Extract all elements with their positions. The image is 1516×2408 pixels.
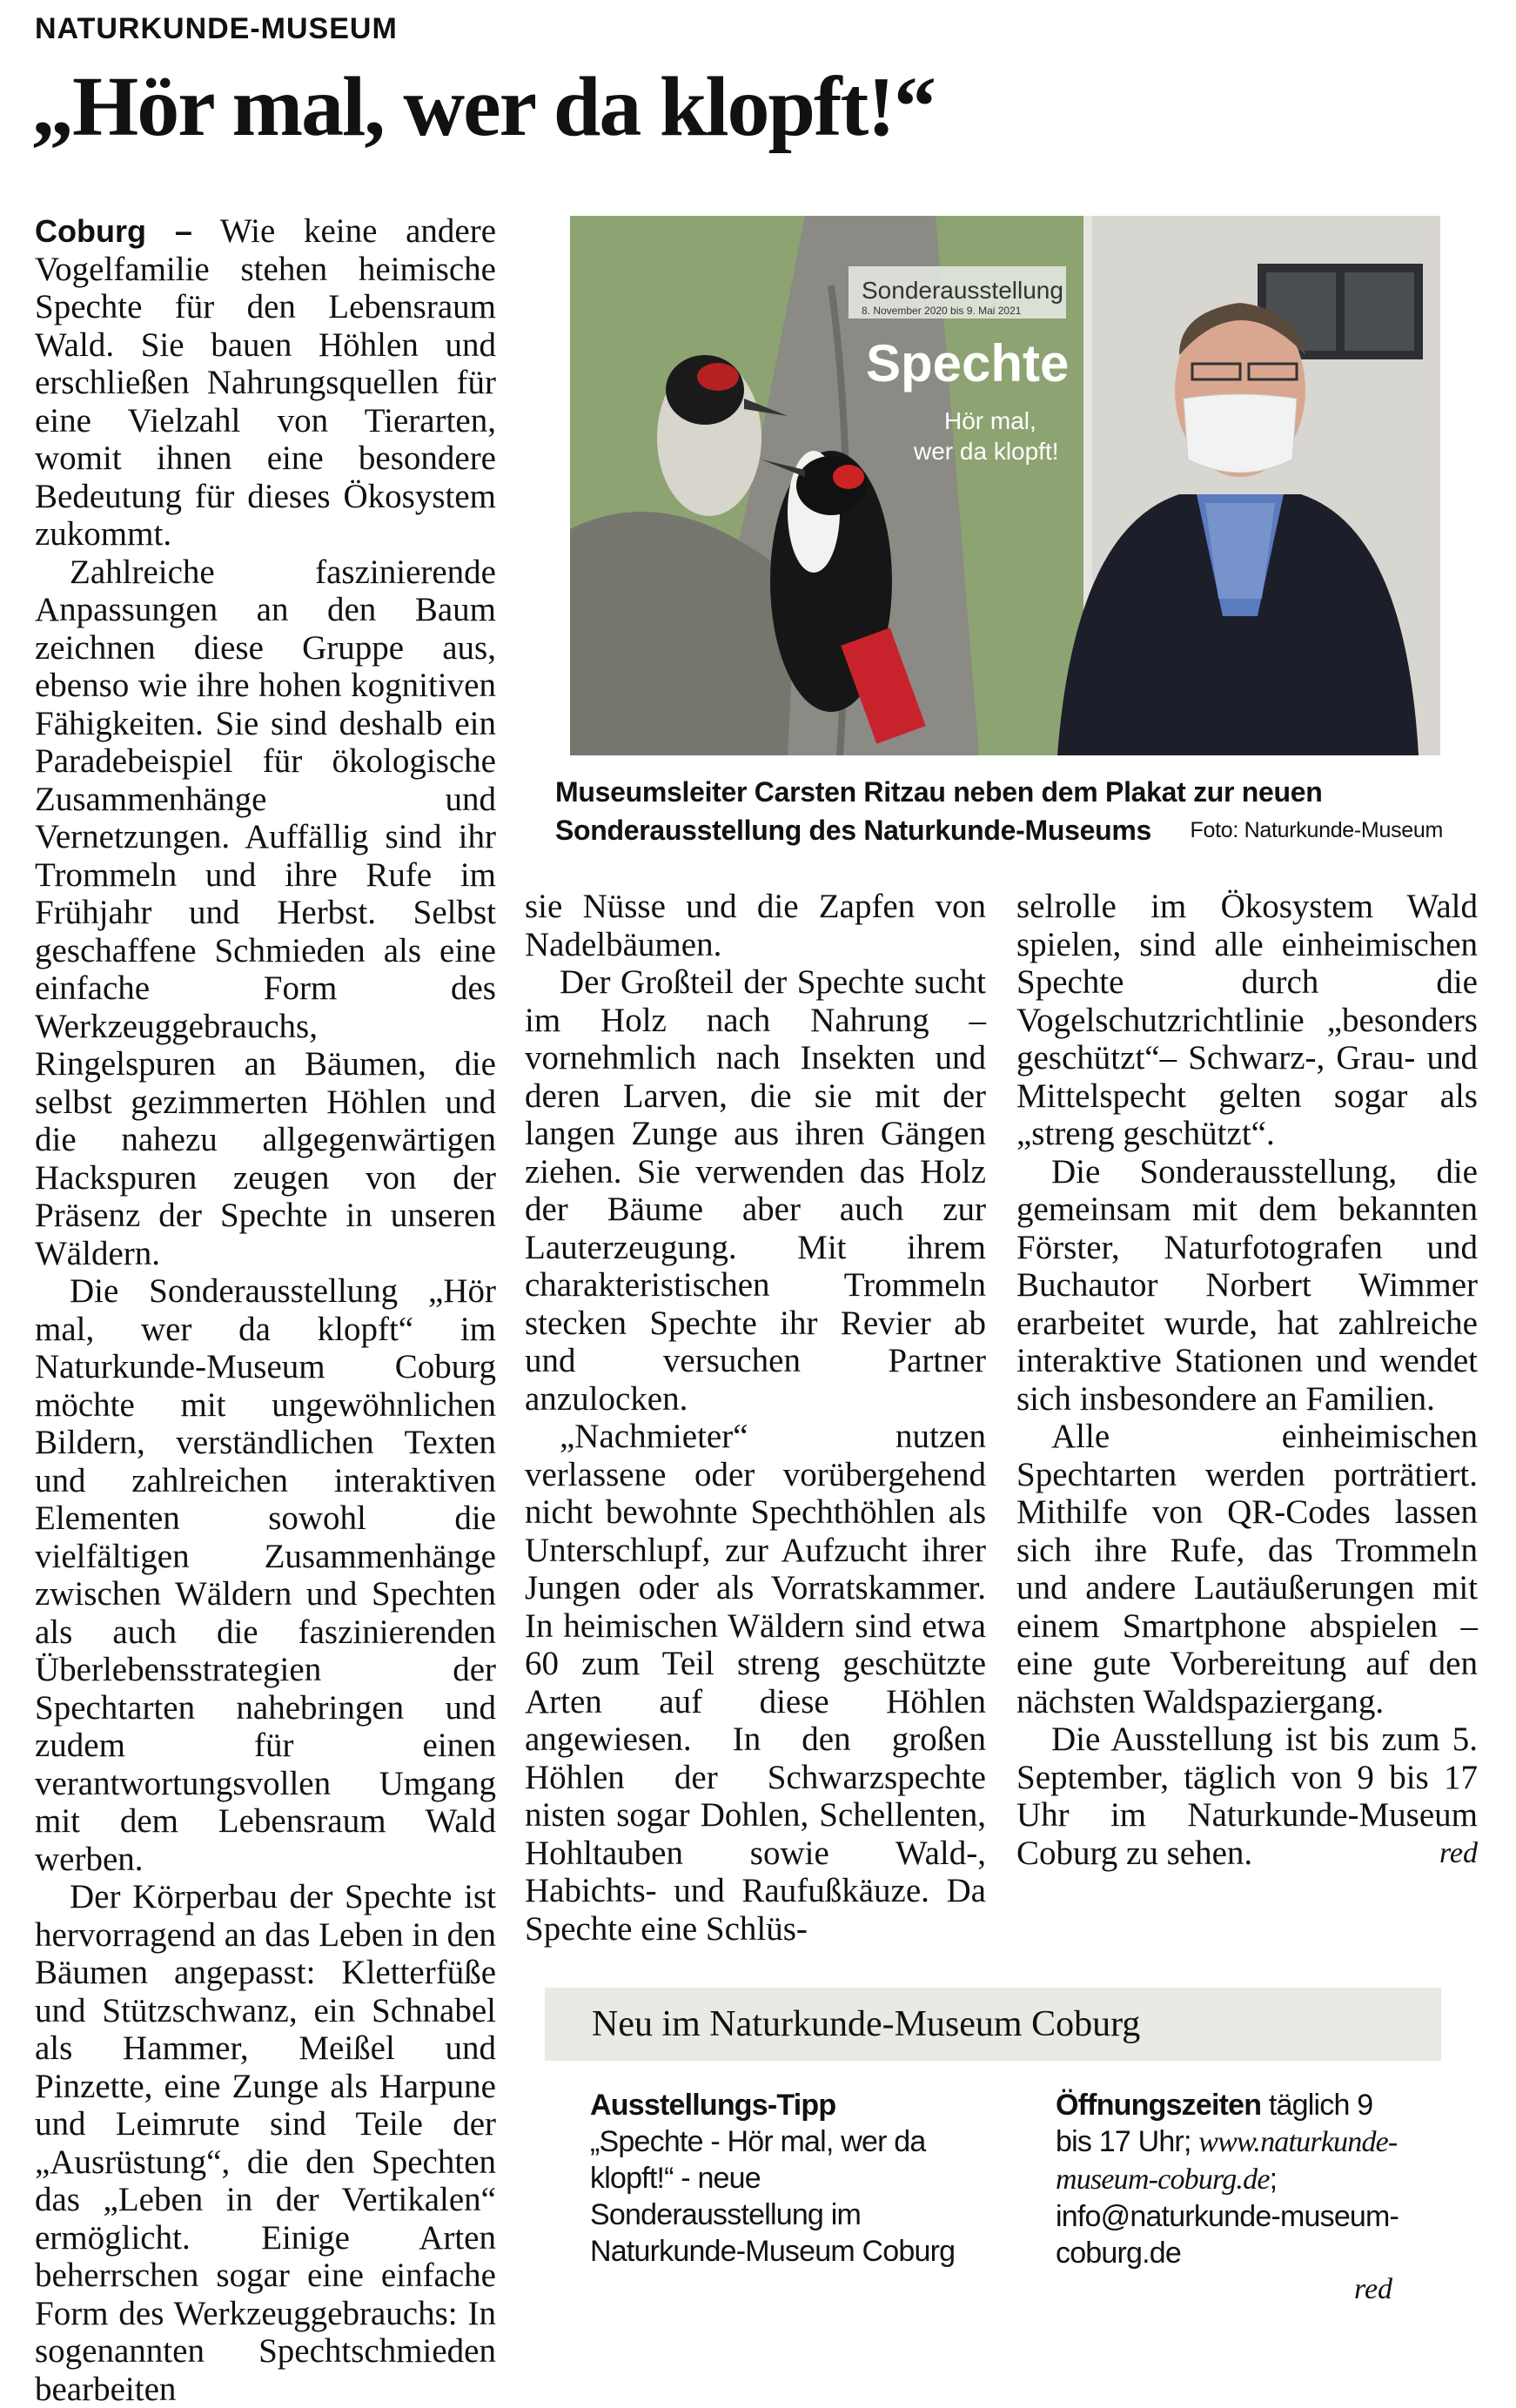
paragraph [1016,1720,1478,1872]
dateline: Coburg – [35,213,192,249]
tip-heading: Ausstellungs-Tipp [590,2089,836,2122]
poster-title: Sonderausstellung [862,277,1063,304]
infobox-title: Neu im Naturkunde-Museum Coburg [592,2004,1141,2044]
photo-caption [555,773,1443,849]
article-column-3 [1016,888,1478,1872]
photo-credit: Foto: Naturkunde-Museum [1190,818,1443,842]
poster [570,216,1083,755]
tip-body: „Spechte - Hör mal, wer da klopft!“ - neue Sonderausstellung im Naturkunde-Museum Coburg [590,2125,956,2268]
article-column-1 [35,212,496,2408]
opening-hours [1056,2087,1412,2271]
opening-hours-text: täglich 9 bis 17 Uhr; [1056,2089,1373,2158]
section-kicker: NATURKUNDE-MUSEUM [35,12,398,45]
paragraph: Der Körperbau der Spechte ist hervorragend an das Leben in den Bäumen angepasst: Kletterfüße und Stützschwanz, ein Schnabel als Hammer, Meißel und Pinzette, eine Zunge als Harpune und Leimrute sind Teile der „Ausrüstung“, die den Spechten das „Leben in der Vertikalen“ ermöglicht. Einige Arten beherrschen sogar eine einfache Form des Werkzeuggebrauchs: In sogenannten Spechtschmieden bearbeiten [35,1878,496,2408]
infobox-signature: red [1354,2273,1393,2305]
paragraph: sie Nüsse und die Zapfen von Nadelbäumen. [525,888,986,963]
paragraph: Zahlreiche faszinierende Anpassungen an den Baum zeichnen diese Gruppe aus, ebenso wie ihre hohen kognitiven Fähigkeiten. Sie sind deshalb ein Paradebeispiel für ökologische Zusammenhänge und Vernetzungen. Auffällig sind ihr Trommeln und ihre Rufe im Frühjahr und Herbst. Selbst geschaffene Schmieden als eine einfache Form des Werkzeuggebrauchs, Ringelspuren an Bäumen, die selbst gezimmerten Höhlen und die nahezu allgegenwärtigen Hackspuren zeugen von der Präsenz der Spechte in unseren Wäldern. [35,553,496,1272]
poster-dates: 8. November 2020 bis 9. Mai 2021 [862,305,1022,317]
paragraph-text: Wie keine andere Vogelfamilie stehen heimische Spechte für den Lebensraum Wald. Sie bauen Höhlen und erschließen Nahrungsquellen für eine Vielzahl von Tierarten, womit ihnen eine besondere Bedeutung für dieses Ökosystem zukommt. [35,212,496,553]
poster-subtitle-1: Hör mal, [944,407,1036,434]
infobox-header [545,1988,1441,2061]
poster-subtitle-2: wer da klopft! [914,438,1059,465]
exhibition-tip [590,2087,956,2270]
paragraph: „Nachmieter“ nutzen verlassene oder vorübergehend nicht bewohnte Spechthöhlen als Unterschlupf, zur Aufzucht ihrer Jungen oder als Vorratskammer. In heimischen Wäldern sind etwa 60 zum Teil streng geschützte Arten auf diese Höhlen angewiesen. In den großen Höhlen der Schwarzspechte nisten sogar Dohlen, Schellenten, Hohltauben sowie Wald-, Habichts- und Raufußkäuze. Da Spechte eine Schlüs- [525,1418,986,1948]
poster-big-title: Spechte [866,334,1070,392]
paragraph [35,212,496,553]
email-text: ; info@naturkunde-museum-coburg.de [1056,2163,1399,2270]
article-headline: „Hör mal, wer da klopft!“ [31,60,935,154]
author-signature: red [1439,1836,1478,1869]
article-column-2 [525,888,986,1948]
opening-hours-heading: Öffnungszeiten [1056,2089,1262,2122]
paragraph: Die Sonderausstellung, die gemeinsam mit dem bekannten Förster, Naturfotografen und Buchautor Norbert Wimmer erarbeitet wurde, hat zahlreiche interaktive Stationen und wendet sich insbesondere an Familien. [1016,1152,1478,1418]
website-link[interactable]: www.naturkunde-museum-coburg.de [1056,2126,1398,2196]
caption-text: Museumsleiter Carsten Ritzau neben dem Plakat zur neuen Sonderausstellung des Naturkunde-Museums [555,776,1323,846]
article-photo [570,216,1440,755]
paragraph: Der Großteil der Spechte sucht im Holz nach Nahrung – vornehmlich nach Insekten und deren Larven, die sie mit der langen Zunge aus ihren Gängen ziehen. Sie verwenden das Holz der Bäume aber auch zur Lauterzeugung. Mit ihrem charakteristischen Trommeln stecken Spechte ihr Revier ab und versuchen Partner anzulocken. [525,963,986,1418]
photo-illustration [570,216,1440,755]
paragraph: selrolle im Ökosystem Wald spielen, sind alle einheimischen Spechte durch die Vogelschutzrichtlinie „besonders geschützt“– Schwarz-, Grau- und Mittelspecht gelten sogar als „streng geschützt“. [1016,888,1478,1152]
paragraph: Die Sonderausstellung „Hör mal, wer da klopft“ im Naturkunde-Museum Coburg möchte mit ungewöhnlichen Bildern, verständlichen Texten und zahlreichen interaktiven Elementen sowohl die vielfältigen Zusammenhänge zwischen Wäldern und Spechten als auch die faszinierenden Überlebensstrategien der Spechtarten nahebringen und zudem für einen verantwortungsvollen Umgang mit dem Lebensraum Wald werben. [35,1272,496,1878]
paragraph: Alle einheimischen Spechtarten werden porträtiert. Mithilfe von QR-Codes lassen sich ihre Rufe, das Trommeln und andere Lautäußerungen mit einem Smartphone abspielen – eine gute Vorbereitung auf den nächsten Waldspaziergang. [1016,1418,1478,1720]
paragraph-text: Die Ausstellung ist bis zum 5. September, täglich von 9 bis 17 Uhr im Naturkunde-Museum Coburg zu sehen. [1016,1720,1478,1872]
